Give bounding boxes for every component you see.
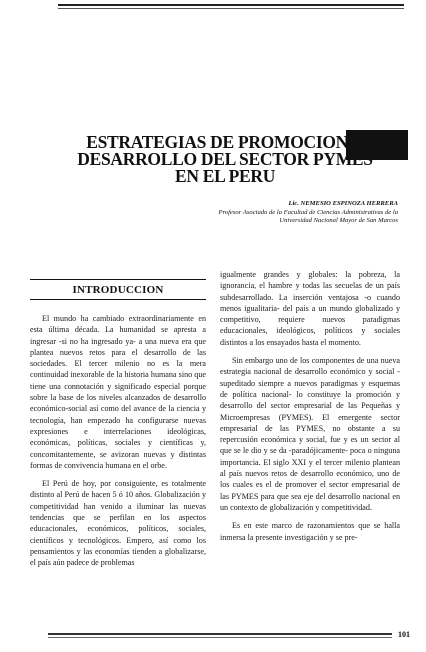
author-position-2: Universidad Nacional Mayor de San Marcos bbox=[279, 217, 398, 225]
title-line-3: EN EL PERU bbox=[174, 166, 276, 186]
page-number: 101 bbox=[398, 630, 410, 639]
footer-rule bbox=[48, 633, 392, 635]
right-column bbox=[220, 269, 400, 543]
title-line-1: ESTRATEGIAS DE PROMOCION Y bbox=[86, 132, 364, 152]
paragraph: igualmente grandes y globales: la pobreza, la ignorancia, el hambre y todas las secuelas de un país subdesarrollado. La inserción ventajosa -o cuando menos igualitaria- del país a un mundo globalizado y competitivo, requiere nuevos paradigmas educacionales, ideológicos, políticos y sociales distintos a los ensayados hasta el momento. bbox=[220, 270, 400, 347]
author-block bbox=[170, 200, 398, 226]
paragraph: El mundo ha cambiado extraordinariamente en esta última década. La humanidad se apresta a ingresar -si no ha ingresado ya- a una nueva era que plantea nuevos retos para el desarrollo de las sociedades. El tercer milenio no es la mera continuidad inexorable de la historia humana sino que tiene una connotación y significado especial porque sobre la base de los niveles alcanzados de desarrollo económico-social así como del avance de la ciencia y tecnología, han empezado ha configurarse nuevas expresiones e interrelaciones ideológicas, económicas, políticas, sociales y científicas y, concomitantemente, se avizoran nuevas y distintas formas de convivencia humana en el orbe. bbox=[30, 314, 206, 470]
paragraph: El Perú de hoy, por consiguiente, es totalmente distinto al Perú de hacen 5 ó 10 años. Globalización y competitividad han venido a iluminar las nuevas tendencias que se perfilan en los aspectos educacionales, económicos, políticos, sociales, científicos y tecnológicos. Empero, así como los pensamientos y las economías tienden a globalizarse, el país aún padece de problemas bbox=[30, 479, 206, 568]
title-line-2: DESARROLLO DEL SECTOR PYMES bbox=[77, 149, 373, 169]
page-footer bbox=[48, 631, 418, 643]
top-rule bbox=[58, 4, 404, 6]
author-name: Lic. NEMESIO ESPINOZA HERRERA bbox=[288, 200, 398, 207]
top-rule-thin bbox=[58, 8, 404, 9]
author-position-1: Profesor Asociado de la Facultad de Ciencias Administrativas de la bbox=[218, 208, 398, 216]
paragraph: Sin embargo uno de los componentes de una nueva estrategia nacional de desarrollo económico y social -supeditado siempre a nuevos paradigmas y esquemas de política nacional- lo constituye la promoción y desarrollo del sector empresarial de las Pequeñas y Microempresas (PYMES). El emergente sector empresarial de las PYMES, no obstante a su repercusión económica y social, fue y es un sector al que se le dio y se da -paradójicamente- poca o ninguna importancia. El siglo XXI y el tercer milenio plantean al país nuevos retos de desarrollo económico, uno de los cuales es el de promover el sector empresarial de las PYMES para que sea eje del desarrollo nacional en un contexto de globalización y competitividad. bbox=[220, 356, 400, 512]
article-title bbox=[60, 134, 390, 185]
section-heading: INTRODUCCION bbox=[30, 279, 206, 300]
footer-rule-thin bbox=[48, 637, 392, 638]
paragraph: Es en este marco de razonamientos que se halla inmersa la presente investigación y se pre- bbox=[220, 521, 400, 542]
left-column bbox=[30, 313, 206, 569]
